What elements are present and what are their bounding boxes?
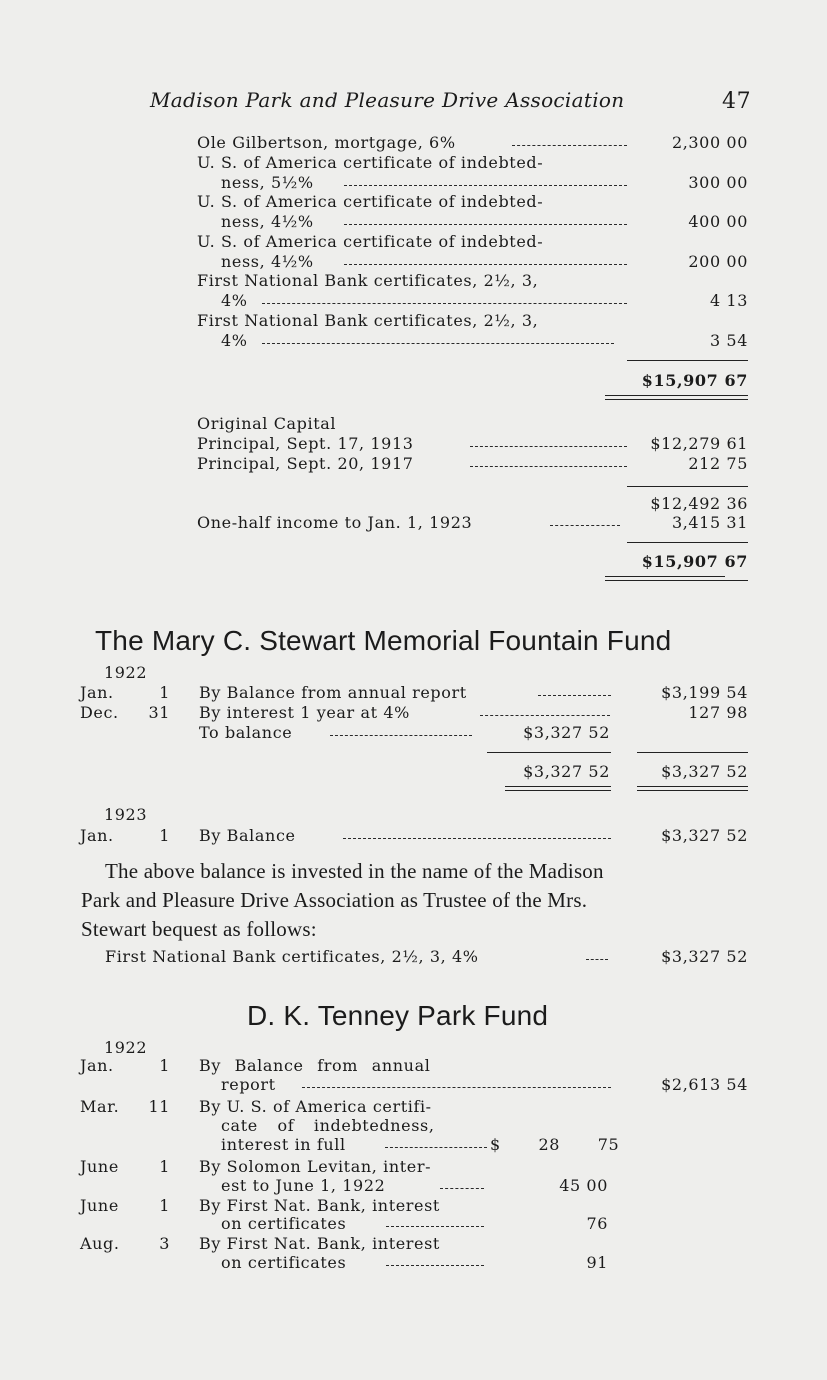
investment-line: U. S. of America certificate of indebted-	[197, 192, 544, 211]
leader-dots	[262, 343, 614, 344]
page-number: 47	[722, 89, 752, 114]
double-rule-bottom	[637, 790, 748, 791]
leader-dots	[302, 1087, 611, 1088]
double-rule-bottom	[505, 790, 611, 791]
entry-label: cate of indebtedness,	[221, 1116, 435, 1135]
entry-label: To balance	[199, 723, 293, 742]
debit-amount: $3,327 52	[523, 723, 610, 742]
year-label: 1922	[104, 663, 148, 682]
investment-amount: $3,327 52	[661, 947, 748, 966]
credit-amount: $3,199 54	[661, 683, 748, 702]
double-rule-bottom	[605, 580, 748, 581]
leader-dots	[470, 466, 627, 467]
date-day: 11	[148, 1097, 170, 1116]
interest-amount: 76	[586, 1214, 608, 1233]
year-label: 1922	[104, 1038, 148, 1057]
investment-amount: 3 54	[709, 331, 748, 350]
balance-amount: $2,613 54	[661, 1075, 748, 1094]
investment-line: U. S. of America certificate of indebted-	[197, 232, 544, 251]
leader-dots	[343, 838, 611, 839]
paragraph-line: Park and Pleasure Drive Association as Trustee of the Mrs.	[81, 888, 588, 912]
leader-dots	[262, 303, 627, 304]
date-day: 1	[159, 826, 170, 845]
investment-amount: 200 00	[688, 252, 748, 271]
total-debit: $3,327 52	[523, 762, 610, 781]
leader-dots	[344, 185, 627, 186]
running-header: Madison Park and Pleasure Drive Association	[150, 88, 625, 112]
capital-row-label: Principal, Sept. 17, 1913	[197, 434, 414, 453]
leader-dots	[480, 715, 610, 716]
leader-dots	[512, 145, 627, 146]
investment-label: First National Bank certificates, 2½, 3, 4%	[105, 947, 479, 966]
leader-dots	[586, 959, 608, 960]
date-month: Jan.	[80, 683, 114, 702]
income-label: One-half income to Jan. 1, 1923	[197, 513, 473, 532]
investment-line: Ole Gilbertson, mortgage, 6%	[197, 133, 456, 152]
entry-label: on certificates	[221, 1253, 347, 1272]
paragraph-line: Stewart bequest as follows:	[81, 917, 317, 941]
leader-dots	[550, 525, 620, 526]
investment-amount: 400 00	[688, 212, 748, 231]
date-month: Jan.	[80, 1056, 114, 1075]
date-month: Dec.	[80, 703, 119, 722]
leader-dots	[538, 695, 611, 696]
capital-heading: Original Capital	[197, 414, 337, 433]
date-day: 3	[159, 1234, 170, 1253]
leader-dots	[385, 1147, 487, 1148]
entry-label: By Balance	[199, 826, 296, 845]
investment-line: 4%	[221, 331, 248, 350]
interest-amount: $ 28 75	[490, 1135, 620, 1154]
sum-rule	[487, 752, 611, 753]
double-rule-top	[605, 395, 748, 396]
entry-label: on certificates	[221, 1214, 347, 1233]
date-month: Mar.	[80, 1097, 120, 1116]
sum-rule	[627, 486, 748, 487]
investment-line: ness, 4½%	[221, 212, 314, 231]
interest-amount: 45 00	[559, 1176, 608, 1195]
date-day: 1	[159, 683, 170, 702]
double-rule-bottom	[605, 399, 748, 400]
capital-row-label: Principal, Sept. 20, 1917	[197, 454, 414, 473]
entry-label: By Balance from annual report	[199, 683, 467, 702]
investment-line: U. S. of America certificate of indebted-	[197, 153, 544, 172]
capital-subtotal: $12,492 36	[650, 494, 748, 513]
entry-label: By First Nat. Bank, interest	[199, 1196, 440, 1215]
leader-dots	[386, 1226, 484, 1227]
date-month: Jan.	[80, 826, 114, 845]
total-credit: $3,327 52	[661, 762, 748, 781]
investment-amount: 2,300 00	[671, 133, 748, 152]
leader-dots	[470, 446, 627, 447]
date-day: 1	[159, 1056, 170, 1075]
date-month: Aug.	[80, 1234, 120, 1253]
sum-rule	[627, 542, 748, 543]
entry-label: est to June 1, 1922	[221, 1176, 386, 1195]
entry-label: By First Nat. Bank, interest	[199, 1234, 440, 1253]
sum-rule	[627, 360, 748, 361]
date-day: 1	[159, 1157, 170, 1176]
leader-dots	[344, 264, 627, 265]
entry-label: report	[221, 1075, 276, 1094]
investments-total: $15,907 67	[641, 371, 748, 390]
date-month: June	[80, 1157, 119, 1176]
date-day: 1	[159, 1196, 170, 1215]
entry-label: By Solomon Levitan, inter-	[199, 1157, 432, 1176]
paragraph-line: The above balance is invested in the name of the Madison	[105, 859, 604, 883]
investment-line: 4%	[221, 291, 248, 310]
investment-line: First National Bank certificates, 2½, 3,	[197, 311, 539, 330]
section-title: The Mary C. Stewart Memorial Fountain Fund	[95, 625, 672, 656]
entry-label: By interest 1 year at 4%	[199, 703, 410, 722]
date-month: June	[80, 1196, 119, 1215]
investment-amount: 300 00	[688, 173, 748, 192]
investment-line: First National Bank certificates, 2½, 3,	[197, 271, 539, 290]
income-amount: 3,415 31	[671, 513, 748, 532]
investment-amount: 4 13	[709, 291, 748, 310]
sum-rule	[637, 752, 748, 753]
balance-amount: $3,327 52	[661, 826, 748, 845]
interest-amount: 91	[586, 1253, 608, 1272]
double-rule-top	[637, 786, 748, 787]
entry-label: interest in full	[221, 1135, 346, 1154]
year-label: 1923	[104, 805, 148, 824]
leader-dots	[330, 735, 472, 736]
capital-row-amount: 212 75	[688, 454, 748, 473]
entry-label: By Balance from annual	[199, 1056, 431, 1075]
double-rule-top	[605, 576, 725, 577]
leader-dots	[440, 1188, 484, 1189]
leader-dots	[344, 224, 627, 225]
date-day: 31	[148, 703, 170, 722]
investment-line: ness, 5½%	[221, 173, 314, 192]
section-title: D. K. Tenney Park Fund	[247, 1000, 549, 1031]
double-rule-top	[505, 786, 611, 787]
leader-dots	[386, 1265, 484, 1266]
investment-line: ness, 4½%	[221, 252, 314, 271]
entry-label: By U. S. of America certifi-	[199, 1097, 432, 1116]
capital-row-amount: $12,279 61	[650, 434, 748, 453]
credit-amount: 127 98	[688, 703, 748, 722]
capital-total: $15,907 67	[641, 552, 748, 571]
